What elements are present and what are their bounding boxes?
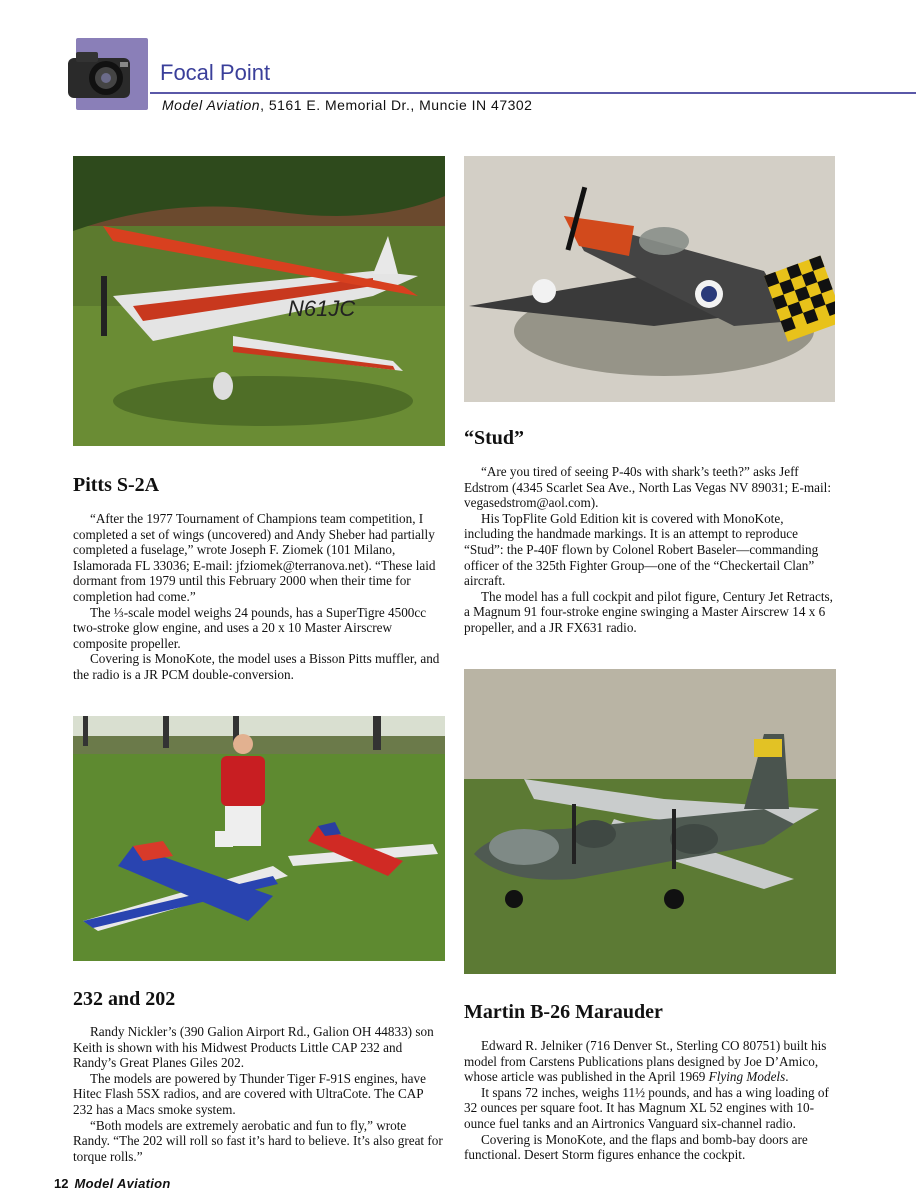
footer-magazine-name: Model Aviation xyxy=(74,1176,171,1191)
b26-paragraph-2: It spans 72 inches, weighs 11½ pounds, and has a wing loading of 32 ounces per square foot. It has Magnum XL 52 engines with 10-ounce fuel tanks and an Airtronics Vanguard six-channel radio. xyxy=(464,1084,829,1131)
tail-number: N61JC xyxy=(288,296,356,321)
b26-paragraph-3: Covering is MonoKote, and the flaps and bomb-bay doors are functional. Desert Storm figures enhance the cockpit. xyxy=(464,1131,808,1163)
b26-body xyxy=(464,1038,836,1163)
cap-paragraph-2: The models are powered by Thunder Tiger F-91S engines, have Hitec Flash 5SX radios, and are covered with UltraCote. The CAP 232 has a Macs smoke system. xyxy=(73,1070,426,1117)
pitts-title: Pitts S-2A xyxy=(73,474,160,496)
stud-paragraph-3: The model has a full cockpit and pilot figure, Century Jet Retracts, a Magnum 91 four-stroke engine swinging a Master Airscrew 14 x 6 propeller, and a JR FX631 radio. xyxy=(464,588,833,635)
section-title: Focal Point xyxy=(160,60,271,85)
cap-paragraph-3: “Both models are extremely aerobatic and fun to fly,” wrote Randy. “The 202 will roll so fast it’s hard to believe. It’s also great for torque rolls.” xyxy=(73,1117,443,1164)
b26-publication-name: Flying Models xyxy=(708,1069,786,1085)
pitts-body xyxy=(73,511,445,683)
pitts-paragraph-1: “After the 1977 Tournament of Champions team competition, I completed a set of wings (uncovered) and Andy Sheber had partially completed a fuselage,” wrote Joseph F. Ziomek (101 Milano, Islamorada FL 33036; E-mail: jfziomek@terranova.net). “These laid dormant from 1979 until this February 2000 when their time for completion had come.” xyxy=(73,511,436,604)
camera-logo xyxy=(76,38,148,110)
stud-body xyxy=(464,464,836,636)
magazine-name: Model Aviation xyxy=(162,97,261,113)
page-number: 12 xyxy=(54,1176,69,1191)
pitts-paragraph-2: The ⅓-scale model weighs 24 pounds, has a SuperTigre 4500cc two-stroke glow engine, and uses a 20 x 10 Master Airscrew composite propeller. xyxy=(73,604,427,651)
magazine-address xyxy=(162,97,532,113)
stud-title: “Stud” xyxy=(464,427,525,449)
stud-photo xyxy=(464,156,835,402)
header-divider xyxy=(150,92,916,94)
stud-paragraph-1: “Are you tired of seeing P-40s with shark’s teeth?” asks Jeff Edstrom (4345 Scarlet Sea Ave., North Las Vegas NV 89031; E-mail: vegasedstrom@aol.com). xyxy=(464,464,831,511)
page-footer xyxy=(54,1176,171,1191)
stud-paragraph-2: His TopFlite Gold Edition kit is covered with MonoKote, including the handmade markings. It is an attempt to reproduce “Stud”: the P-40F flown by Colonel Robert Baseler—commanding officer of the 325th Fighter Group—one of the “Checkertail Clan” aircraft. xyxy=(464,510,819,589)
pitts-photo xyxy=(73,156,445,446)
b26-paragraph-1-text: Edward R. Jelniker (716 Denver St., Sterling CO 80751) built his model from Carstens Publications plans designed by Joe D’Amico, whose article was published in the April 1969 xyxy=(464,1038,827,1085)
cap-paragraph-1: Randy Nickler’s (390 Galion Airport Rd., Galion OH 44833) son Keith is shown with his Midwest Products Little CAP 232 and Randy’s Great Planes Giles 202. xyxy=(73,1024,434,1071)
cap-title: 232 and 202 xyxy=(73,988,176,1010)
b26-paragraph-1-end: . xyxy=(785,1069,789,1085)
b26-title: Martin B-26 Marauder xyxy=(464,1001,663,1023)
pitts-paragraph-3: Covering is MonoKote, the model uses a Bisson Pitts muffler, and the radio is a JR PCM double-conversion. xyxy=(73,651,440,682)
b26-paragraph-1 xyxy=(464,1038,836,1085)
camera-icon xyxy=(66,48,146,108)
address-text: , 5161 E. Memorial Dr., Muncie IN 47302 xyxy=(260,97,533,113)
cap-giles-photo xyxy=(73,716,445,961)
cap-body xyxy=(73,1024,445,1164)
b26-photo xyxy=(464,669,836,974)
